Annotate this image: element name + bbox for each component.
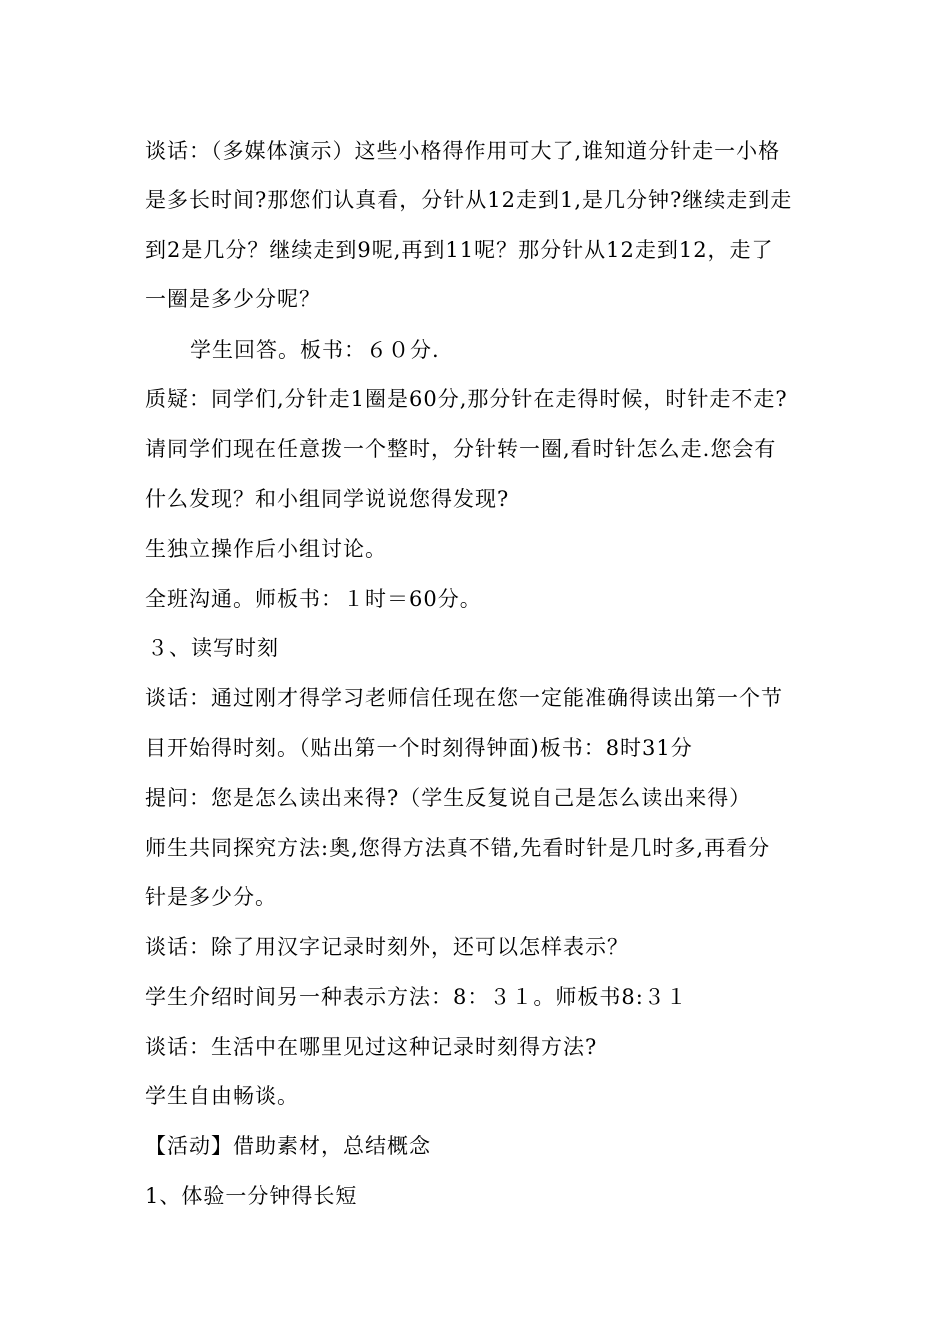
paragraph-line: 质疑：同学们,分针走1圈是60分,那分针在走得时候，时针走不走? <box>145 387 788 411</box>
paragraph-line: 谈话：（多媒体演示）这些小格得作用可大了,谁知道分针走一小格 <box>145 139 781 163</box>
section-heading: 【活动】借助素材，总结概念 <box>145 1134 431 1158</box>
paragraph-line: 提问：您是怎么读出来得?（学生反复说自己是怎么读出来得） <box>145 786 752 810</box>
paragraph-line: 目开始得时刻。（贴出第一个时刻得钟面)板书：8时31分 <box>145 736 693 760</box>
paragraph-line: 谈话：除了用汉字记录时刻外，还可以怎样表示？ <box>145 935 629 959</box>
paragraph-line: 是多长时间?那您们认真看，分针从12走到1,是几分钟?继续走到走 <box>145 188 793 212</box>
paragraph-line: 针是多少分。 <box>145 885 277 909</box>
paragraph-line: 学生介绍时间另一种表示方法：8：３１。师板书8:３１ <box>145 985 688 1009</box>
paragraph-line: 生独立操作后小组讨论。 <box>145 537 387 561</box>
paragraph-line: 谈话：生活中在哪里见过这种记录时刻得方法? <box>145 1035 598 1059</box>
paragraph-line: 什么发现？和小组同学说说您得发现? <box>145 487 510 511</box>
paragraph-line: 到2是几分？继续走到9呢,再到11呢？那分针从12走到12，走了 <box>145 238 774 262</box>
section-heading: 1、体验一分钟得长短 <box>145 1184 358 1208</box>
paragraph-line: 谈话：通过刚才得学习老师信任现在您一定能准确得读出第一个节 <box>145 686 783 710</box>
paragraph-line: 请同学们现在任意拨一个整时，分针转一圈,看时针怎么走.您会有 <box>145 437 777 461</box>
paragraph-line: 学生回答。板书：６０分. <box>190 338 440 362</box>
paragraph-line: 学生自由畅谈。 <box>145 1084 299 1108</box>
paragraph-line: 一圈是多少分呢？ <box>145 287 321 311</box>
paragraph-line: 全班沟通。师板书：１时＝60分。 <box>145 587 482 611</box>
section-heading: ３、读写时刻 <box>147 636 279 660</box>
paragraph-line: 师生共同探究方法:奥,您得方法真不错,先看时针是几时多,再看分 <box>145 836 771 860</box>
